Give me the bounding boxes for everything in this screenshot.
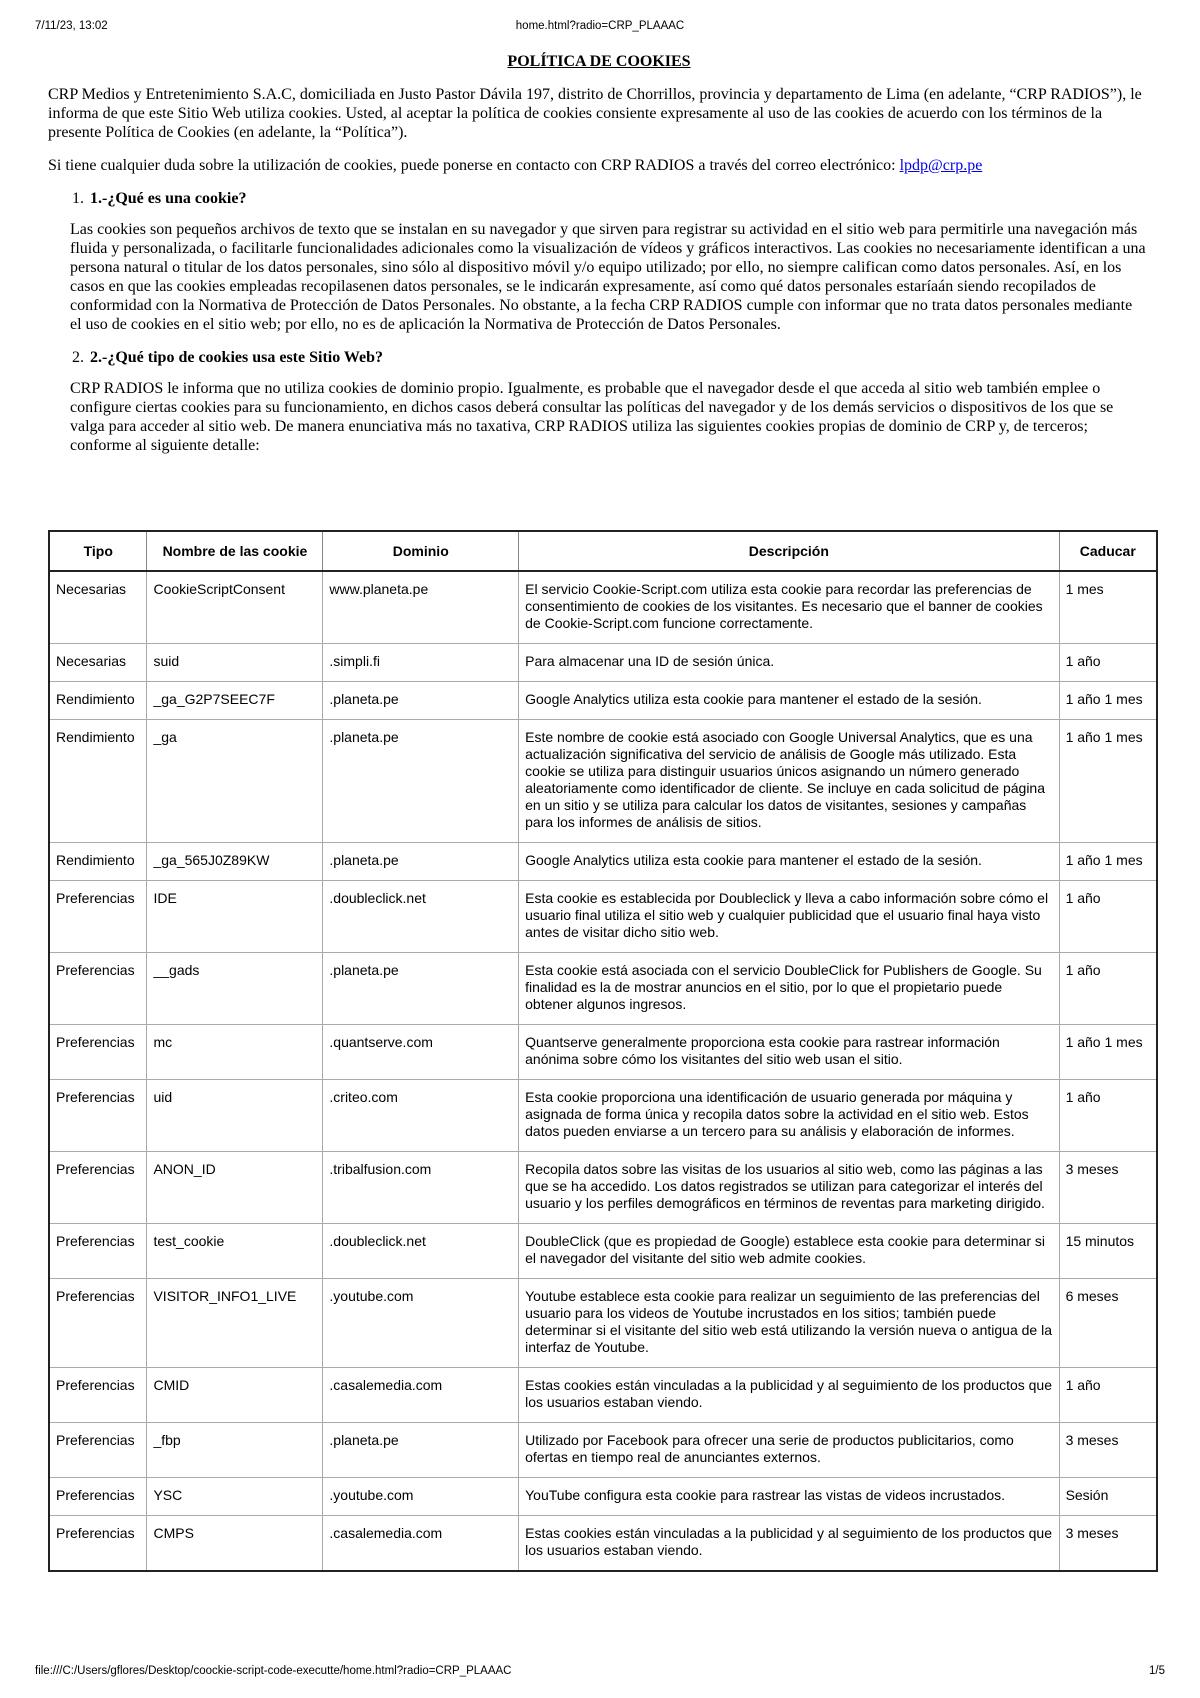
cell-tipo: Preferencias bbox=[49, 1025, 147, 1080]
contact-email-link[interactable]: lpdp@crp.pe bbox=[899, 157, 983, 174]
header-dominio: Dominio bbox=[323, 531, 519, 571]
table-row bbox=[49, 644, 1157, 682]
cell-nombre: _ga bbox=[147, 720, 323, 843]
print-header bbox=[35, 20, 1165, 36]
cell-descripcion: Esta cookie proporciona una identificación de usuario generada por máquina y asignada de forma única y recopila datos sobre la actividad en el sitio web. Estos datos pueden enviarse a un tercero para su análisis y elaboración de informes. bbox=[519, 1080, 1059, 1152]
document-body bbox=[48, 52, 1150, 469]
cell-dominio: .youtube.com bbox=[323, 1478, 519, 1516]
cell-dominio: .planeta.pe bbox=[323, 682, 519, 720]
table-row bbox=[49, 1478, 1157, 1516]
contact-paragraph bbox=[48, 156, 1150, 175]
cell-caducar: 3 meses bbox=[1059, 1152, 1157, 1224]
cell-descripcion: Este nombre de cookie está asociado con Google Universal Analytics, que es una actualización significativa del servicio de análisis de Google más utilizado. Esta cookie se utiliza para distinguir usuarios únicos asignando un número generado aleatoriamente como identificador de cliente. Se incluye en cada solicitud de página en un sitio y se utiliza para calcular los datos de visitantes, sesiones y campañas para los informes de análisis de sitios. bbox=[519, 720, 1059, 843]
cell-dominio: .planeta.pe bbox=[323, 1423, 519, 1478]
cell-descripcion: Recopila datos sobre las visitas de los usuarios al sitio web, como las páginas a las que se ha accedido. Los datos registrados se utilizan para categorizar el interés del usuario y los perfiles demográficos en términos de reventas para marketing dirigido. bbox=[519, 1152, 1059, 1224]
section-2-heading bbox=[72, 348, 1150, 367]
cell-nombre: ANON_ID bbox=[147, 1152, 323, 1224]
header-tipo: Tipo bbox=[49, 531, 147, 571]
cell-tipo: Rendimiento bbox=[49, 682, 147, 720]
cell-caducar: 3 meses bbox=[1059, 1423, 1157, 1478]
cell-tipo: Preferencias bbox=[49, 1152, 147, 1224]
cell-descripcion: Estas cookies están vinculadas a la publicidad y al seguimiento de los productos que los usuarios estaban viendo. bbox=[519, 1368, 1059, 1423]
cell-dominio: .doubleclick.net bbox=[323, 1224, 519, 1279]
cell-dominio: www.planeta.pe bbox=[323, 571, 519, 644]
cell-dominio: .criteo.com bbox=[323, 1080, 519, 1152]
cell-nombre: uid bbox=[147, 1080, 323, 1152]
cell-nombre: _fbp bbox=[147, 1423, 323, 1478]
table-row bbox=[49, 720, 1157, 843]
section-2-body: CRP RADIOS le informa que no utiliza cookies de dominio propio. Igualmente, es probable que el navegador desde el que acceda al sitio web también emplee o configure ciertas cookies para su funcionamiento, en dichos casos deberá consultar las políticas del navegador y de los demás servicios o dispositivos de los que se valga para acceder al sitio web. De manera enunciativa más no taxativa, CRP RADIOS utiliza las siguientes cookies propias de dominio de CRP y, de terceros; conforme al siguiente detalle: bbox=[70, 380, 1114, 454]
cell-caducar: Sesión bbox=[1059, 1478, 1157, 1516]
cell-tipo: Preferencias bbox=[49, 1080, 147, 1152]
page-title: POLÍTICA DE COOKIES bbox=[507, 53, 691, 70]
cell-dominio: .quantserve.com bbox=[323, 1025, 519, 1080]
contact-text: Si tiene cualquier duda sobre la utilización de cookies, puede ponerse en contacto con CRP RADIOS a través del correo electrónico: bbox=[48, 157, 900, 174]
header-descripcion: Descripción bbox=[519, 531, 1059, 571]
cell-caducar: 1 mes bbox=[1059, 571, 1157, 644]
section-1-heading-text: 1.-¿Qué es una cookie? bbox=[90, 190, 247, 207]
cell-caducar: 1 año bbox=[1059, 644, 1157, 682]
intro-paragraph: CRP Medios y Entretenimiento S.A.C, domiciliada en Justo Pastor Dávila 197, distrito de Chorrillos, provincia y departamento de Lima (en adelante, “CRP RADIOS”), le informa de que este Sitio Web utiliza cookies. Usted, al aceptar la política de cookies consiente expresamente al uso de las cookies de acuerdo con los términos de la presente Política de Cookies (en adelante, la “Política”). bbox=[48, 86, 1142, 141]
print-page-number: 1/5 bbox=[1149, 1665, 1165, 1677]
cell-tipo: Preferencias bbox=[49, 1516, 147, 1572]
cell-caducar: 1 año 1 mes bbox=[1059, 1025, 1157, 1080]
section-1-heading bbox=[72, 189, 1150, 208]
cell-nombre: _ga_G2P7SEEC7F bbox=[147, 682, 323, 720]
cell-nombre: CMPS bbox=[147, 1516, 323, 1572]
cell-tipo: Preferencias bbox=[49, 881, 147, 953]
cell-tipo: Preferencias bbox=[49, 1478, 147, 1516]
table-row bbox=[49, 953, 1157, 1025]
table-row bbox=[49, 1080, 1157, 1152]
print-page-title: home.html?radio=CRP_PLAAAC bbox=[515, 20, 685, 32]
cell-caducar: 6 meses bbox=[1059, 1279, 1157, 1368]
cell-caducar: 1 año bbox=[1059, 1080, 1157, 1152]
cell-nombre: YSC bbox=[147, 1478, 323, 1516]
cell-tipo: Rendimiento bbox=[49, 720, 147, 843]
cell-dominio: .youtube.com bbox=[323, 1279, 519, 1368]
cell-caducar: 3 meses bbox=[1059, 1516, 1157, 1572]
cell-dominio: .planeta.pe bbox=[323, 843, 519, 881]
cell-caducar: 1 año 1 mes bbox=[1059, 843, 1157, 881]
cell-dominio: .casalemedia.com bbox=[323, 1516, 519, 1572]
cell-descripcion: Youtube establece esta cookie para realizar un seguimiento de las preferencias del usuario para los videos de Youtube incrustados en los sitios; también puede determinar si el visitante del sitio web está utilizando la versión nueva o antigua de la interfaz de Youtube. bbox=[519, 1279, 1059, 1368]
cell-dominio: .tribalfusion.com bbox=[323, 1152, 519, 1224]
cell-descripcion: El servicio Cookie-Script.com utiliza esta cookie para recordar las preferencias de consentimiento de cookies de los visitantes. Es necesario que el banner de cookies de Cookie-Script.com funcione correctamente. bbox=[519, 571, 1059, 644]
section-2-number: 2. bbox=[72, 349, 84, 366]
cell-descripcion: Esta cookie es establecida por Doubleclick y lleva a cabo información sobre cómo el usuario final utiliza el sitio web y cualquier publicidad que el usuario final haya visto antes de visitar dicho sitio web. bbox=[519, 881, 1059, 953]
table-row bbox=[49, 1025, 1157, 1080]
cell-tipo: Preferencias bbox=[49, 1224, 147, 1279]
cell-tipo: Rendimiento bbox=[49, 843, 147, 881]
cell-descripcion: Quantserve generalmente proporciona esta cookie para rastrear información anónima sobre cómo los visitantes del sitio web usan el sitio. bbox=[519, 1025, 1059, 1080]
table-header-row bbox=[49, 531, 1157, 571]
table-body bbox=[49, 571, 1157, 1571]
section-1-body: Las cookies son pequeños archivos de texto que se instalan en su navegador y que sirven para registrar su actividad en el sitio web para permitirle una navegación más fluida y personalizada, o facilitarle funcionalidades adicionales como la visualización de vídeos y gráficos interactivos. Las cookies no necesariamente identifican a una persona natural o titular de los datos personales, sino sólo al dispositivo móvil y/o equipo utilizado; por ello, no siempre califican como datos personales. Así, en los casos en que las cookies empleadas recopilasenen datos personales, se le indicarán expresamente, así como qué datos personales estaríaán siendo recopilados de conformidad con la Normativa de Protección de Datos Personales. No obstante, a la fecha CRP RADIOS cumple con informar que no trata datos personales mediante el uso de cookies en el sitio web; por ello, no es de aplicación la Normativa de Protección de Datos Personales. bbox=[70, 221, 1146, 333]
cell-descripcion: Para almacenar una ID de sesión única. bbox=[519, 644, 1059, 682]
cell-descripcion: Estas cookies están vinculadas a la publicidad y al seguimiento de los productos que los usuarios estaban viendo. bbox=[519, 1516, 1059, 1572]
cell-nombre: _ga_565J0Z89KW bbox=[147, 843, 323, 881]
print-datetime: 7/11/23, 13:02 bbox=[35, 20, 108, 32]
table-row bbox=[49, 1152, 1157, 1224]
table-row bbox=[49, 682, 1157, 720]
cell-nombre: CMID bbox=[147, 1368, 323, 1423]
cell-nombre: CookieScriptConsent bbox=[147, 571, 323, 644]
table-row bbox=[49, 1516, 1157, 1572]
cell-nombre: IDE bbox=[147, 881, 323, 953]
cell-dominio: .simpli.fi bbox=[323, 644, 519, 682]
cell-caducar: 1 año bbox=[1059, 953, 1157, 1025]
cell-tipo: Preferencias bbox=[49, 953, 147, 1025]
print-footer bbox=[35, 1665, 1165, 1681]
cell-descripcion: DoubleClick (que es propiedad de Google) establece esta cookie para determinar si el navegador del visitante del sitio web admite cookies. bbox=[519, 1224, 1059, 1279]
cell-nombre: suid bbox=[147, 644, 323, 682]
cookies-table bbox=[48, 530, 1158, 1572]
cell-descripcion: Google Analytics utiliza esta cookie para mantener el estado de la sesión. bbox=[519, 843, 1059, 881]
cell-dominio: .planeta.pe bbox=[323, 720, 519, 843]
cell-caducar: 1 año 1 mes bbox=[1059, 682, 1157, 720]
cell-caducar: 1 año 1 mes bbox=[1059, 720, 1157, 843]
table-row bbox=[49, 1279, 1157, 1368]
cell-nombre: test_cookie bbox=[147, 1224, 323, 1279]
cell-nombre: mc bbox=[147, 1025, 323, 1080]
cell-nombre: VISITOR_INFO1_LIVE bbox=[147, 1279, 323, 1368]
table-row bbox=[49, 571, 1157, 644]
cell-descripcion: YouTube configura esta cookie para rastrear las vistas de videos incrustados. bbox=[519, 1478, 1059, 1516]
cell-descripcion: Esta cookie está asociada con el servicio DoubleClick for Publishers de Google. Su finalidad es la de mostrar anuncios en el sitio, por lo que el propietario puede obtener algunos ingresos. bbox=[519, 953, 1059, 1025]
table-row bbox=[49, 843, 1157, 881]
header-nombre: Nombre de las cookie bbox=[147, 531, 323, 571]
cell-descripcion: Google Analytics utiliza esta cookie para mantener el estado de la sesión. bbox=[519, 682, 1059, 720]
table-row bbox=[49, 1368, 1157, 1423]
cell-dominio: .casalemedia.com bbox=[323, 1368, 519, 1423]
cell-tipo: Preferencias bbox=[49, 1368, 147, 1423]
cell-caducar: 15 minutos bbox=[1059, 1224, 1157, 1279]
cell-nombre: __gads bbox=[147, 953, 323, 1025]
section-2-heading-text: 2.-¿Qué tipo de cookies usa este Sitio Web? bbox=[90, 349, 384, 366]
table-row bbox=[49, 1423, 1157, 1478]
cell-dominio: .doubleclick.net bbox=[323, 881, 519, 953]
table-row bbox=[49, 881, 1157, 953]
cell-descripcion: Utilizado por Facebook para ofrecer una serie de productos publicitarios, como ofertas en tiempo real de anunciantes externos. bbox=[519, 1423, 1059, 1478]
cell-tipo: Necesarias bbox=[49, 644, 147, 682]
cell-caducar: 1 año bbox=[1059, 881, 1157, 953]
cell-dominio: .planeta.pe bbox=[323, 953, 519, 1025]
cell-tipo: Necesarias bbox=[49, 571, 147, 644]
cell-tipo: Preferencias bbox=[49, 1423, 147, 1478]
header-caducar: Caducar bbox=[1059, 531, 1157, 571]
table-row bbox=[49, 1224, 1157, 1279]
cell-tipo: Preferencias bbox=[49, 1279, 147, 1368]
section-1-number: 1. bbox=[72, 190, 84, 207]
cell-caducar: 1 año bbox=[1059, 1368, 1157, 1423]
print-file-path: file:///C:/Users/gflores/Desktop/coockie-script-code-executte/home.html?radio=CRP_PLAAAC bbox=[35, 1665, 512, 1677]
